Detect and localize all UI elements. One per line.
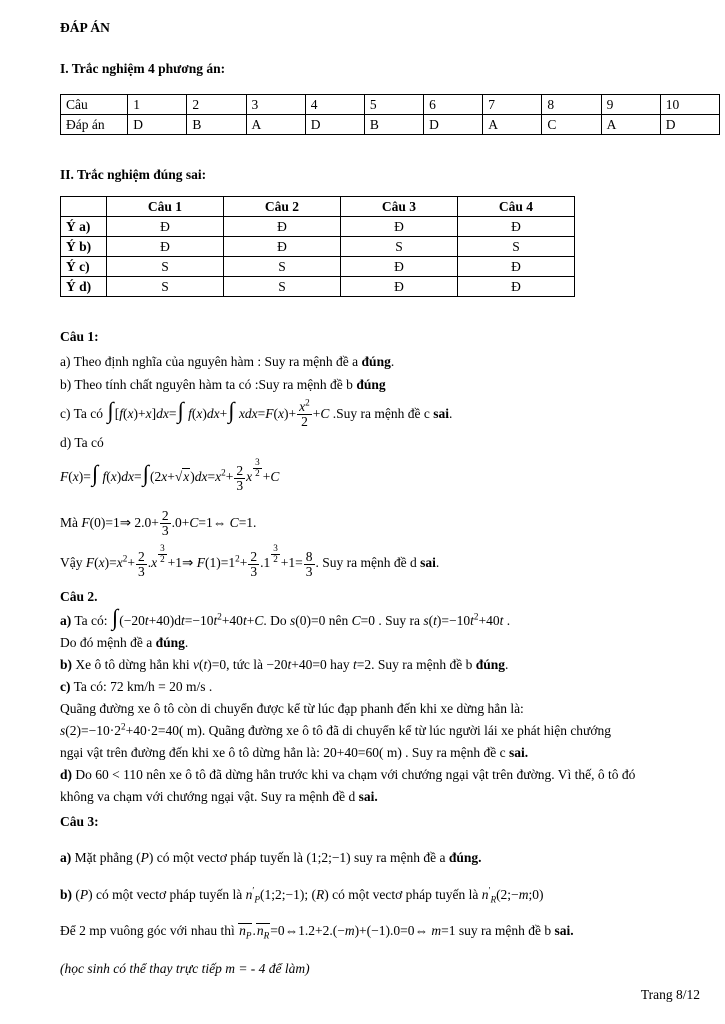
- tf-answer-value: S: [224, 277, 341, 297]
- tf-answer-value: S: [107, 257, 224, 277]
- cau2-item-a2: Do đó mệnh đề a đúng.: [60, 635, 189, 651]
- fraction: $\frac{8}{3}$: [305, 548, 313, 579]
- mc-question-number: 7: [483, 95, 542, 115]
- fraction: $\frac{x^2}{2}$: [299, 397, 310, 430]
- tf-column-header: Câu 2: [224, 197, 341, 217]
- mc-answer-value: D: [424, 115, 483, 135]
- tf-row-label: Ý c): [61, 257, 107, 277]
- tf-answer-value: Đ: [341, 257, 458, 277]
- mc-answer-value: A: [246, 115, 305, 135]
- cau2-item-c: c) Ta có: 72 km/h = 20 m/s .: [60, 679, 213, 695]
- fraction: $\frac{2}{3}$: [236, 462, 244, 493]
- section1-heading: I. Trắc nghiệm 4 phương án:: [60, 61, 226, 76]
- tf-answer-value: Đ: [341, 277, 458, 297]
- tf-answer-value: Đ: [341, 217, 458, 237]
- tf-answer-value: S: [107, 277, 224, 297]
- radical: √x: [174, 469, 190, 485]
- tf-answer-value: S: [224, 257, 341, 277]
- tf-row-label: Ý d): [61, 277, 107, 297]
- cau2-item-b: b) Xe ô tô dừng hẳn khi v(t)=0, tức là −20t+40=0 hay t=2. Suy ra mệnh đề b đúng.: [60, 657, 509, 673]
- cau3-item-c: Để 2 mp vuông góc với nhau thì $n_P.n_R=0\Leftrightarrow 1.2+2.(-m)+(-1).0=0\Leftrightarrow$ m=1 suy ra mệnh đề b sai.: [60, 923, 574, 941]
- cau3-item-b: b) (P) có một vectơ pháp tuyến là $n'_P(1;2;-1)$; (R) có một vectơ pháp tuyến là $n'_R(2;-m;0)$: [60, 885, 544, 905]
- tf-row-label: Ý a): [61, 217, 107, 237]
- mc-question-number: 2: [187, 95, 246, 115]
- mc-answer-value: B: [364, 115, 423, 135]
- mc-answer-value: C: [542, 115, 601, 135]
- tf-column-header: Câu 1: [107, 197, 224, 217]
- cau1-heading: Câu 1:: [60, 329, 99, 344]
- mc-question-number: 1: [128, 95, 187, 115]
- tf-column-header: Câu 4: [458, 197, 575, 217]
- mc-question-number: 6: [424, 95, 483, 115]
- tf-answer-value: Đ: [107, 217, 224, 237]
- mc-answer-value: A: [601, 115, 660, 135]
- cau1-item-b: b) Theo tính chất nguyên hàm ta có :Suy ra mệnh đề b đúng: [60, 377, 386, 392]
- tf-answer-value: Đ: [458, 277, 575, 297]
- mc-answer-value: D: [128, 115, 187, 135]
- cau2-item-c3: $s(2)=-10\cdot 2^2+40\cdot 2=40$( m). Quãng đường xe ô tô đã di chuyển kể từ lúc người lái xe phát hiện chướng: [60, 721, 612, 739]
- vector-bar: $n_P$: [239, 923, 252, 941]
- mc-answer-value: A: [483, 115, 542, 135]
- fraction: 3 2: [255, 457, 260, 478]
- fraction: 3 2: [273, 543, 278, 565]
- mc-answer-row-label: Đáp án: [61, 115, 128, 135]
- fraction: $\frac{2}{3}$: [161, 508, 169, 539]
- mc-question-number: 9: [601, 95, 660, 115]
- cau1-conclusion: Vậy $F(x)=x^2+$ $\frac{2}{3}$ .x $^{\frac{3}{2}}$ +1⇒ $F(1)=1^2+$ $\frac{2}{3}$ .1 $^{\frac{3}{2}}$ +1= $\frac{8}{3}$ . Suy ra mệnh đề d sai.: [60, 543, 440, 579]
- tf-column-header: Câu 3: [341, 197, 458, 217]
- fraction: $\frac{2}{3}$: [137, 548, 145, 579]
- mc-question-number: 5: [364, 95, 423, 115]
- cau2-item-c2: Quãng đường xe ô tô còn di chuyển được kể từ lúc đạp phanh đến khi xe dừng hẳn là:: [60, 701, 524, 717]
- mc-answer-value: D: [660, 115, 719, 135]
- mc-question-number: 4: [305, 95, 364, 115]
- page-number: Trang 8/12: [640, 987, 700, 1003]
- mc-question-number: 3: [246, 95, 305, 115]
- mc-answer-value: D: [305, 115, 364, 135]
- cau1-item-a: a) Theo định nghĩa của nguyên hàm : Suy ra mệnh đề a đúng.: [60, 354, 395, 369]
- tf-answer-value: Đ: [458, 217, 575, 237]
- tf-answer-value: Đ: [107, 237, 224, 257]
- cau3-item-a: a) Mặt phẳng (P) có một vectơ pháp tuyến là (1;2;−1) suy ra mệnh đề a đúng.: [60, 850, 482, 866]
- tf-answer-value: Đ: [458, 257, 575, 277]
- mc-question-number: 10: [660, 95, 719, 115]
- tf-answers-table: [60, 196, 575, 297]
- mc-header-label: Câu: [61, 95, 128, 115]
- cau2-item-a: a) Ta có: $\int(-20t+40)dt=-10t^2+40t+C$. Do s(0)=0 nên C=0 . Suy ra $s(t)=-10t^2+40t$ .: [60, 605, 511, 631]
- fraction: 3 2: [160, 543, 165, 565]
- fraction: $\frac{2}{3}$: [250, 548, 258, 579]
- tf-row-label: Ý b): [61, 237, 107, 257]
- cau3-note: (học sinh có thể thay trực tiếp m = - 4 để làm): [60, 961, 310, 977]
- tf-answer-value: S: [458, 237, 575, 257]
- cau2-item-d2: không va chạm với chướng ngại vật. Suy ra mệnh đề d sai.: [60, 789, 378, 805]
- mc-question-number: 8: [542, 95, 601, 115]
- page-title: ĐÁP ÁN: [60, 20, 110, 35]
- cau2-item-d: d) Do 60 < 110 nên xe ô tô đã dừng hẳn trước khi va chạm với chướng ngại vật trên đường. Vì thế, ô tô đó: [60, 767, 636, 783]
- cau2-item-c4: ngại vật trên đường đến khi xe ô tô dừng hẳn là: 20+40=60( m) . Suy ra mệnh đề c sai.: [60, 745, 529, 761]
- cau3-heading: Câu 3:: [60, 814, 99, 830]
- tf-answer-value: Đ: [224, 217, 341, 237]
- mc-answers-table: [60, 94, 720, 135]
- solutions: [60, 325, 700, 980]
- vector-bar: $n_R$: [256, 923, 270, 941]
- cau2-heading: Câu 2.: [60, 589, 98, 605]
- cau1-item-d: d) Ta có: [60, 435, 104, 451]
- tf-answer-value: Đ: [224, 237, 341, 257]
- section2-heading: II. Trắc nghiệm đúng sai:: [60, 167, 207, 182]
- cau1-item-c: c) Ta có ∫[f(x)+x]dx=∫ f(x)dx+∫ xdx=F(x)+ $\frac{x^2}{2}$ +C .Suy ra mệnh đề c sai.: [60, 397, 453, 430]
- cau1-formula-ma: Mà F(0)=1⇒ 2.0+ $\frac{2}{3}$ .0+C=1⇔ C=1.: [60, 508, 257, 539]
- tf-corner-cell: [61, 197, 107, 217]
- mc-answer-value: B: [187, 115, 246, 135]
- cau1-formula-fx: F(x)=∫ $f(x)dx=\int(2x+√x)dx=x^2+$ $\frac{2}{3}$ x $^{\frac{3}{2}}$ +C: [60, 457, 280, 493]
- tf-answer-value: S: [341, 237, 458, 257]
